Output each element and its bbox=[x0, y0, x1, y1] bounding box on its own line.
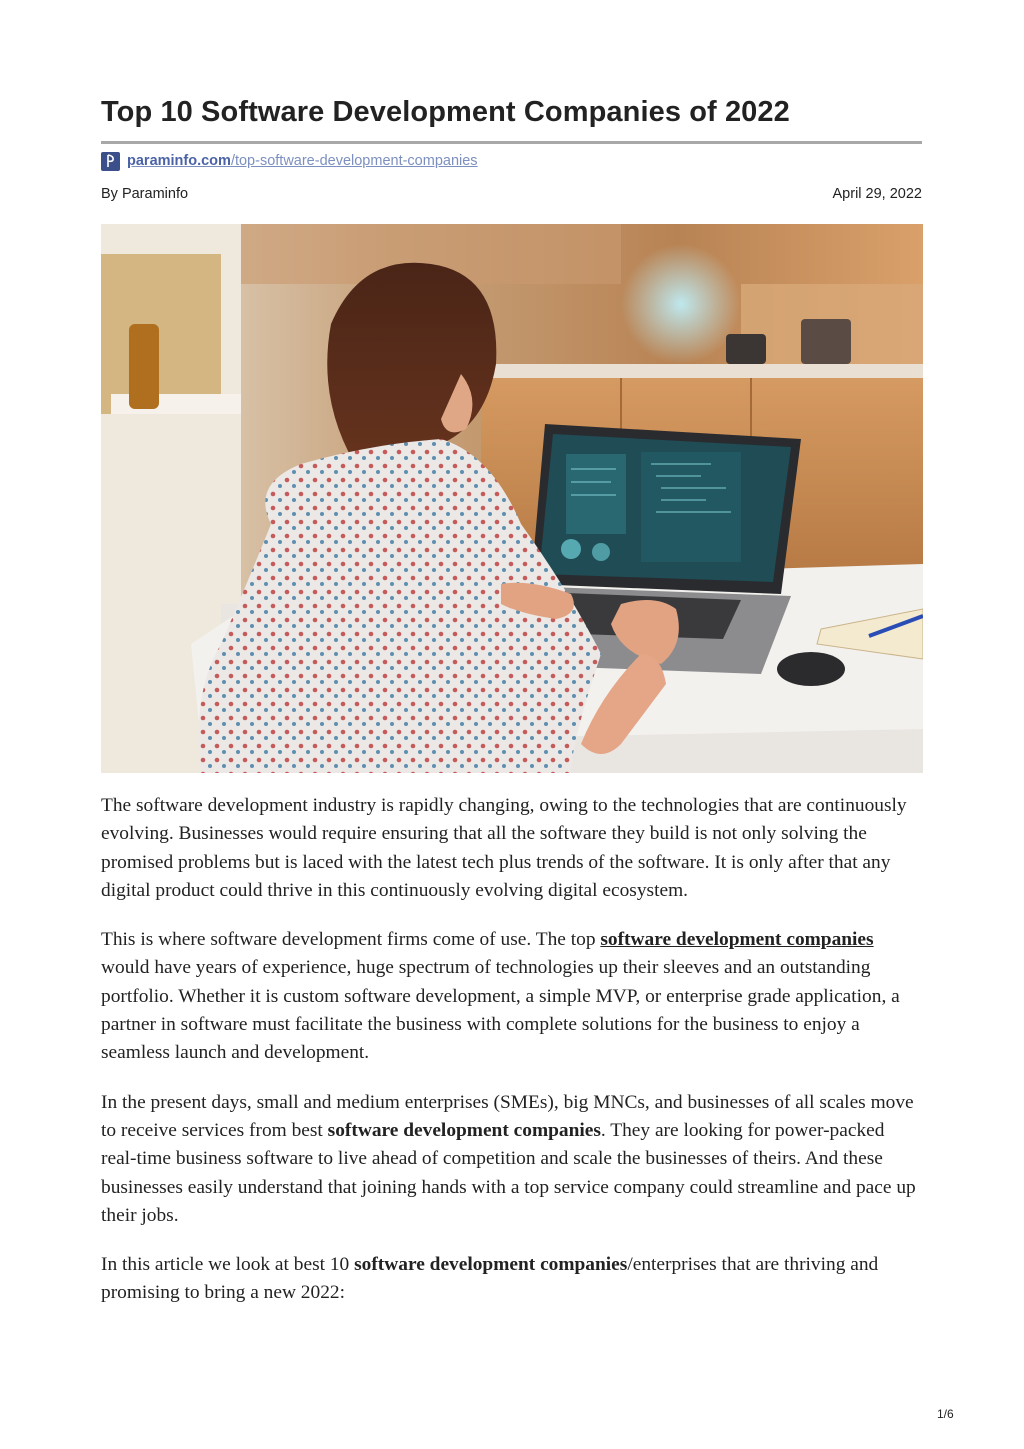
paragraph-intro: The software development industry is rapidly changing, owing to the technologies that are continuously evolving. Businesses would require ensuring that all the software they build is not only solving the promised problems but is laced with the latest tech plus trends of the software. It is only after that any digital product could thrive in this continuously evolving digital ecosystem. bbox=[101, 795, 907, 901]
paragraph-article-intro bbox=[101, 1251, 923, 1308]
paragraph-smes bbox=[101, 1089, 923, 1230]
source-path: /top-software-development-companies bbox=[230, 153, 478, 169]
paragraph-firms-start: This is where software development firms come of use. The top bbox=[101, 929, 601, 951]
article-meta bbox=[101, 186, 922, 202]
paragraph-article-end: /enterprises that are thriving and promising to bring a new 2022: bbox=[101, 1254, 879, 1304]
software-development-companies-link[interactable]: software development companies bbox=[600, 929, 874, 951]
paragraph-smes-end: . They are looking for power-packed real-time business software to live ahead of competition and scale the businesses of theirs. And these businesses easily understand that joining hands with a top service company could streamline and pace up their jobs. bbox=[101, 1119, 916, 1226]
title-divider bbox=[101, 141, 922, 144]
hero-image bbox=[101, 224, 923, 773]
paragraph-smes-start: In the present days, small and medium enterprises (SMEs), big MNCs, and businesses of all scales move to receive services from best bbox=[101, 1091, 914, 1141]
paragraph-article-bold: software development companies bbox=[354, 1254, 628, 1276]
paragraph-article-start: In this article we look at best 10 bbox=[101, 1254, 355, 1276]
paragraph-firms bbox=[101, 926, 923, 1067]
paragraph-smes-bold: software development companies bbox=[327, 1119, 601, 1141]
source-link-row bbox=[101, 151, 478, 171]
page-number: 1/6 bbox=[937, 1407, 954, 1421]
source-url-link[interactable] bbox=[127, 153, 478, 169]
source-domain: paraminfo.com bbox=[127, 153, 231, 169]
site-favicon-icon bbox=[101, 152, 120, 171]
publish-date: April 29, 2022 bbox=[832, 186, 922, 202]
byline: By Paraminfo bbox=[101, 186, 189, 202]
article-body bbox=[101, 792, 923, 1329]
paragraph-firms-end: would have years of experience, huge spectrum of technologies up their sleeves and an outstanding portfolio. Whether it is custom software development, a simple MVP, or enterprise grade application, a partner in software must facilitate the business with complete solutions for the business to enjoy a seamless launch and development. bbox=[101, 957, 900, 1064]
article-title: Top 10 Software Development Companies of 2022 bbox=[101, 96, 790, 128]
